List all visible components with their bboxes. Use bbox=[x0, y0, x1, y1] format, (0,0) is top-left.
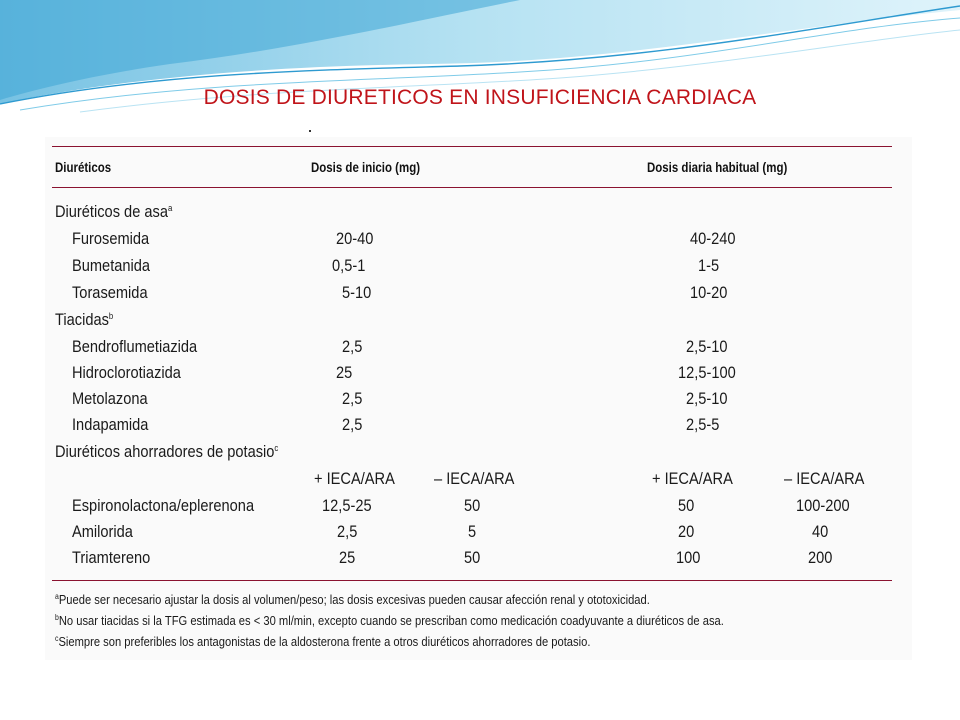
drug-name: Torasemida bbox=[72, 283, 148, 302]
subheader-start-minus: – IECA/ARA bbox=[434, 469, 515, 488]
footnote-a bbox=[55, 592, 650, 607]
group-label-thiazide bbox=[55, 310, 113, 330]
footnote-text: No usar tiacidas si la TFG estimada es < 30 ml/min, excepto cuando se prescriban como medicación coadyuvante a diuréticos de asa. bbox=[58, 613, 724, 628]
group-label-text: Tiacidas bbox=[55, 310, 109, 329]
drug-name: Furosemida bbox=[72, 229, 150, 248]
subheader-daily-plus: + IECA/ARA bbox=[652, 469, 733, 488]
daily-dose: 10-20 bbox=[690, 283, 728, 302]
footnote-mark: b bbox=[108, 311, 114, 321]
start-dose-minus: 50 bbox=[464, 548, 481, 567]
group-label-text: Diuréticos ahorradores de potasio bbox=[55, 442, 275, 461]
drug-name: Indapamida bbox=[72, 415, 149, 434]
start-dose: 2,5 bbox=[342, 389, 363, 408]
start-dose: 2,5 bbox=[342, 337, 363, 356]
drug-name: Espironolactona/eplerenona bbox=[72, 496, 255, 515]
start-dose: 5-10 bbox=[342, 283, 372, 302]
drug-name: Hidroclorotiazida bbox=[72, 363, 181, 382]
group-label-text: Diuréticos de asa bbox=[55, 202, 168, 221]
footnote-c bbox=[55, 634, 590, 649]
footnote-b bbox=[55, 613, 724, 628]
footnote-text: Siempre son preferibles los antagonistas de la aldosterona frente a otros diuréticos ahorradores de potasio. bbox=[58, 634, 591, 649]
daily-dose: 2,5-5 bbox=[686, 415, 720, 434]
footnote-mark: b bbox=[55, 613, 59, 622]
drug-name: Metolazona bbox=[72, 389, 148, 408]
daily-dose: 2,5-10 bbox=[686, 337, 728, 356]
footnote-text: Puede ser necesario ajustar la dosis al volumen/peso; las dosis excesivas pueden causar afección renal y ototoxicidad. bbox=[58, 592, 650, 607]
daily-dose-plus: 20 bbox=[678, 522, 695, 541]
start-dose: 2,5 bbox=[342, 415, 363, 434]
table-image-background bbox=[45, 137, 912, 660]
start-dose-plus: 25 bbox=[339, 548, 356, 567]
daily-dose: 2,5-10 bbox=[686, 389, 728, 408]
slide-title: DOSIS DE DIURETICOS EN INSUFICIENCIA CARDIACA bbox=[203, 86, 757, 109]
table-top-rule bbox=[52, 146, 892, 147]
drug-name: Triamtereno bbox=[72, 548, 151, 567]
drug-name: Amilorida bbox=[72, 522, 133, 541]
start-dose: 20-40 bbox=[336, 229, 374, 248]
footnote-mark: c bbox=[55, 634, 59, 643]
footnote-mark: c bbox=[274, 443, 279, 453]
daily-dose-plus: 50 bbox=[678, 496, 695, 515]
start-dose-minus: 5 bbox=[468, 522, 477, 541]
footnote-mark: a bbox=[167, 203, 173, 213]
drug-name: Bumetanida bbox=[72, 256, 151, 275]
daily-dose: 12,5-100 bbox=[678, 363, 736, 382]
drug-name: Bendroflumetiazida bbox=[72, 337, 198, 356]
daily-dose-minus: 200 bbox=[808, 548, 833, 567]
daily-dose: 40-240 bbox=[690, 229, 736, 248]
daily-dose-plus: 100 bbox=[676, 548, 701, 567]
start-dose: 25 bbox=[336, 363, 353, 382]
stray-dot bbox=[309, 130, 311, 132]
header-dosis-diaria: Dosis diaria habitual (mg) bbox=[647, 160, 788, 175]
start-dose-minus: 50 bbox=[464, 496, 481, 515]
daily-dose-minus: 100-200 bbox=[796, 496, 850, 515]
subheader-start-plus: + IECA/ARA bbox=[314, 469, 395, 488]
footnote-mark: a bbox=[55, 592, 59, 601]
daily-dose: 1-5 bbox=[698, 256, 720, 275]
header-dosis-inicio: Dosis de inicio (mg) bbox=[311, 160, 421, 175]
start-dose-plus: 2,5 bbox=[337, 522, 358, 541]
header-wave-decoration bbox=[0, 0, 960, 140]
table-bottom-rule bbox=[52, 580, 892, 581]
header-diureticos: Diuréticos bbox=[55, 160, 112, 175]
daily-dose-minus: 40 bbox=[812, 522, 829, 541]
start-dose-plus: 12,5-25 bbox=[322, 496, 372, 515]
group-label-loop bbox=[55, 202, 172, 222]
group-label-sparing bbox=[55, 442, 278, 462]
subheader-daily-minus: – IECA/ARA bbox=[784, 469, 865, 488]
header-bottom-rule bbox=[52, 187, 892, 188]
start-dose: 0,5-1 bbox=[332, 256, 366, 275]
